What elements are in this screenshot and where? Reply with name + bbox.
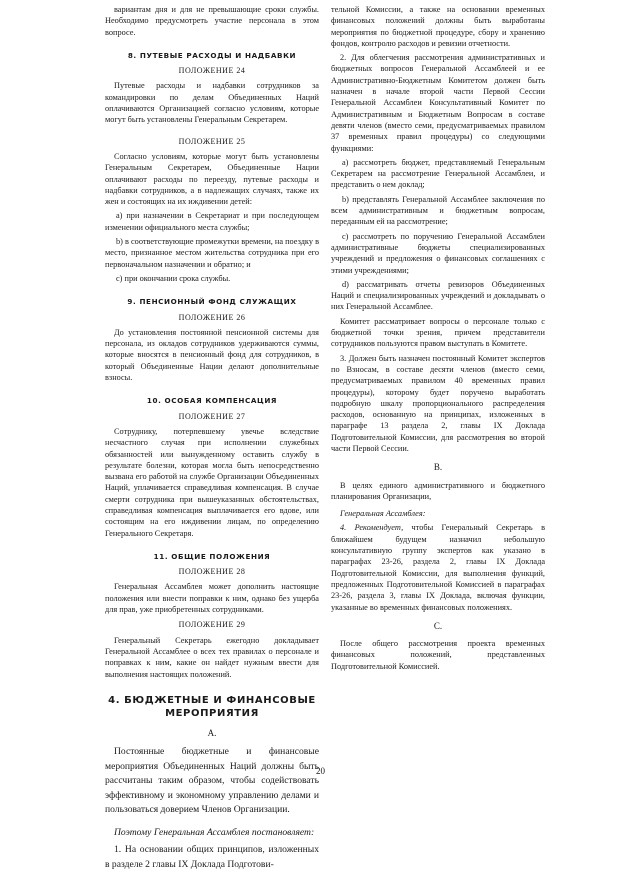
item-2-d: d) рассматривать отчеты ревизоров Объединенных Наций и специализированных учреждений и докладывать о них Генеральной Ассамблее. bbox=[331, 279, 545, 312]
item-4-text: чтобы Генеральный Секретарь в ближайшем будущем назначил небольшую консультативную группу экспертов как указано в параграфах 23-26, раздела 2, главы IX Доклада Подготовительной Комиссии, для выполнения функций, предложенных Подготовительной Комиссией в параграфах 23-26, раздела 3, главы IX Доклада, включая функции, указанные во временных финансовых положениях. bbox=[331, 523, 546, 612]
subsection-a-text: Постоянные бюджетные и финансовые мероприятия Объединенных Наций должны быть рассчитаны таким образом, чтобы содействовать эффективному и экономному управлению делами и пользоваться доверием Членов Организации. bbox=[105, 746, 319, 816]
regulation-text-27: Сотруднику, потерпевшему увечье вследствие несчастного случая при исполнении служебных обязанностей или вынужденному оставить службу в результате болезни, которая могла быть непосредственно вызвана его работой на службе Организации Объединенных Наций, уплачивается справедливая компенсация. В случае смерти сотрудника при вышеуказанных обстоятельствах, справедливая компенсация выплачивается его вдове, или состоящим на его иждивении лицам, по определению Генерального Секретаря. bbox=[105, 426, 319, 538]
section-heading-8: 8. ПУТЕВЫЕ РАСХОДЫ И НАДБАВКИ bbox=[127, 50, 297, 60]
item-4-lead: 4. Рекомендует, bbox=[340, 523, 404, 533]
regulation-text-28: Генеральная Ассамблея может дополнить настоящие положения или внести поправки к ним, однако без ущерба для прав, уже приобретенных сотрудниками. bbox=[105, 582, 319, 615]
regulation-title-27: ПОЛОЖЕНИЕ 27 bbox=[178, 411, 246, 421]
resolution-item-4 bbox=[331, 522, 545, 612]
regulation-text-24: Путевые расходы и надбавки сотрудников за командировки по делам Объединенных Наций оплачиваются Организацией согласно условиям, которые могут быть установлены Генеральным Секретарем. bbox=[105, 81, 319, 125]
item-2-c: с) рассмотреть по поручению Генеральной Ассамблеи административные бюджеты специализированных учреждений и предложения о финансовых соглашениях с этими учреждениями; bbox=[331, 231, 545, 275]
intro-paragraph: вариантам дня и для не превышающие сроки службы. Необходимо предусмотреть участие персонала в этом вопросе. bbox=[105, 5, 319, 37]
resolution-item-2: 2. Для облегчения рассмотрения административных и бюджетных вопросов Генеральной Ассамблеей и ее Административно-Бюджетным Комитетом должен быть назначен в начале второй части Первой Сессии Генеральной Ассамблеи Консультативный Комитет по Административным и Бюджетным Вопросам в составе девяти членов (вместо семи, предусматриваемых правилом 37 временных правил процедуры) со следующими функциями: bbox=[331, 53, 545, 153]
section-heading-11: 11. ОБЩИЕ ПОЛОЖЕНИЯ bbox=[153, 551, 271, 561]
chapter-heading-4 bbox=[105, 694, 319, 720]
subsection-a-label: А. bbox=[207, 727, 217, 738]
section-heading-10: 10. ОСОБАЯ КОМПЕНСАЦИЯ bbox=[146, 396, 278, 406]
subsection-b-resolve: Генеральная Ассамблея: bbox=[340, 509, 426, 519]
chapter-heading-line-1: 4. БЮДЖЕТНЫЕ И ФИНАНСОВЫЕ bbox=[108, 694, 316, 706]
regulation-25-item-a: а) при назначении в Секретариат и при последующем изменении официального места службы; bbox=[105, 211, 319, 232]
subsection-b-label: В. bbox=[433, 462, 443, 473]
resolution-item-3: 3. Должен быть назначен постоянный Комитет экспертов по Взносам, в составе десяти членов (вместо семи, предусматриваемых правилом 40 временных правил процедуры), которому будет поручено выработать подробную шкалу пропорционального распределения расходов, основанную на принципах, изложенных в параграфе 13 раздела 2, главы IX Доклада Подготовительной Комиссии, для рассмотрения во второй части Первой Сессии. bbox=[331, 353, 545, 453]
committee-paragraph: Комитет рассматривает вопросы о персонале только с бюджетной точки зрения, причем представители сотрудников пользуются правом выступать в Комитете. bbox=[331, 316, 545, 349]
chapter-heading-line-2: МЕРОПРИЯТИЯ bbox=[165, 707, 259, 719]
regulation-title-29: ПОЛОЖЕНИЕ 29 bbox=[178, 620, 246, 630]
regulation-title-24: ПОЛОЖЕНИЕ 24 bbox=[178, 66, 246, 76]
resolution-lead: Поэтому Генеральная Ассамблея постановляет: bbox=[114, 826, 315, 838]
regulation-25-item-b: b) в соответствующие промежутки времени, на поездку в место, признанное местом жительства сотрудника при его первоначальном назначении и обратно; и bbox=[105, 237, 319, 269]
continuation-paragraph: тельной Комиссии, а также на основании временных финансовых положений должны быть выработаны мероприятия по бюджетной процедуре, сбору и хранению фондов, контролю расходов и ревизии отчетности. bbox=[331, 5, 545, 48]
regulation-text-29: Генеральный Секретарь ежегодно докладывает Генеральной Ассамблее о всех тех правилах о персонале и поправках к ним, какие он найдет нужным ввести для выполнения настоящих положений. bbox=[105, 635, 319, 679]
subsection-c-label: С. bbox=[433, 620, 443, 631]
subsection-b-text: В целях единого административного и бюджетного планирования Организации, bbox=[331, 480, 545, 501]
section-heading-9: 9. ПЕНСИОННЫЙ ФОНД СЛУЖАЩИХ bbox=[127, 297, 297, 307]
page-number: 20 bbox=[316, 766, 325, 776]
item-2-a: а) рассмотреть бюджет, представляемый Генеральным Секретарем на рассмотрение Генеральной Ассамблеи, и представить о нем доклад; bbox=[331, 157, 545, 190]
regulation-text-25: Согласно условиям, которые могут быть установлены Генеральным Секретарем, Объединенные Нации оплачивают расходы по переезду, путевые расходы и надбавки сотрудников, а в надлежащих случаях, также их жен и состоящих на их иждивении детей: bbox=[105, 151, 319, 207]
right-column bbox=[331, 4, 545, 675]
regulation-title-28: ПОЛОЖЕНИЕ 28 bbox=[178, 567, 246, 577]
regulation-title-25: ПОЛОЖЕНИЕ 25 bbox=[178, 136, 246, 146]
left-column bbox=[105, 4, 319, 875]
item-2-b: b) представлять Генеральной Ассамблее заключения по всем административным и бюджетным вопросам, переданным ей на рассмотрение; bbox=[331, 194, 545, 227]
subsection-c-text: После общего рассмотрения проекта временных финансовых положений, представленных Подготовительной Комиссией. bbox=[331, 639, 545, 671]
regulation-25-item-c: с) при окончании срока службы. bbox=[116, 273, 231, 283]
resolution-item-1: 1. На основании общих принципов, изложенных в разделе 2 главы IX Доклада Подготови- bbox=[105, 844, 319, 870]
regulation-title-26: ПОЛОЖЕНИЕ 26 bbox=[178, 312, 246, 322]
regulation-text-26: До установления постоянной пенсионной системы для персонала, из окладов сотрудников удерживаются суммы, которые вносятся в пенсионный фонд для сотрудников, в который Объединенные Нации делают дополнительные взносы. bbox=[105, 327, 319, 383]
